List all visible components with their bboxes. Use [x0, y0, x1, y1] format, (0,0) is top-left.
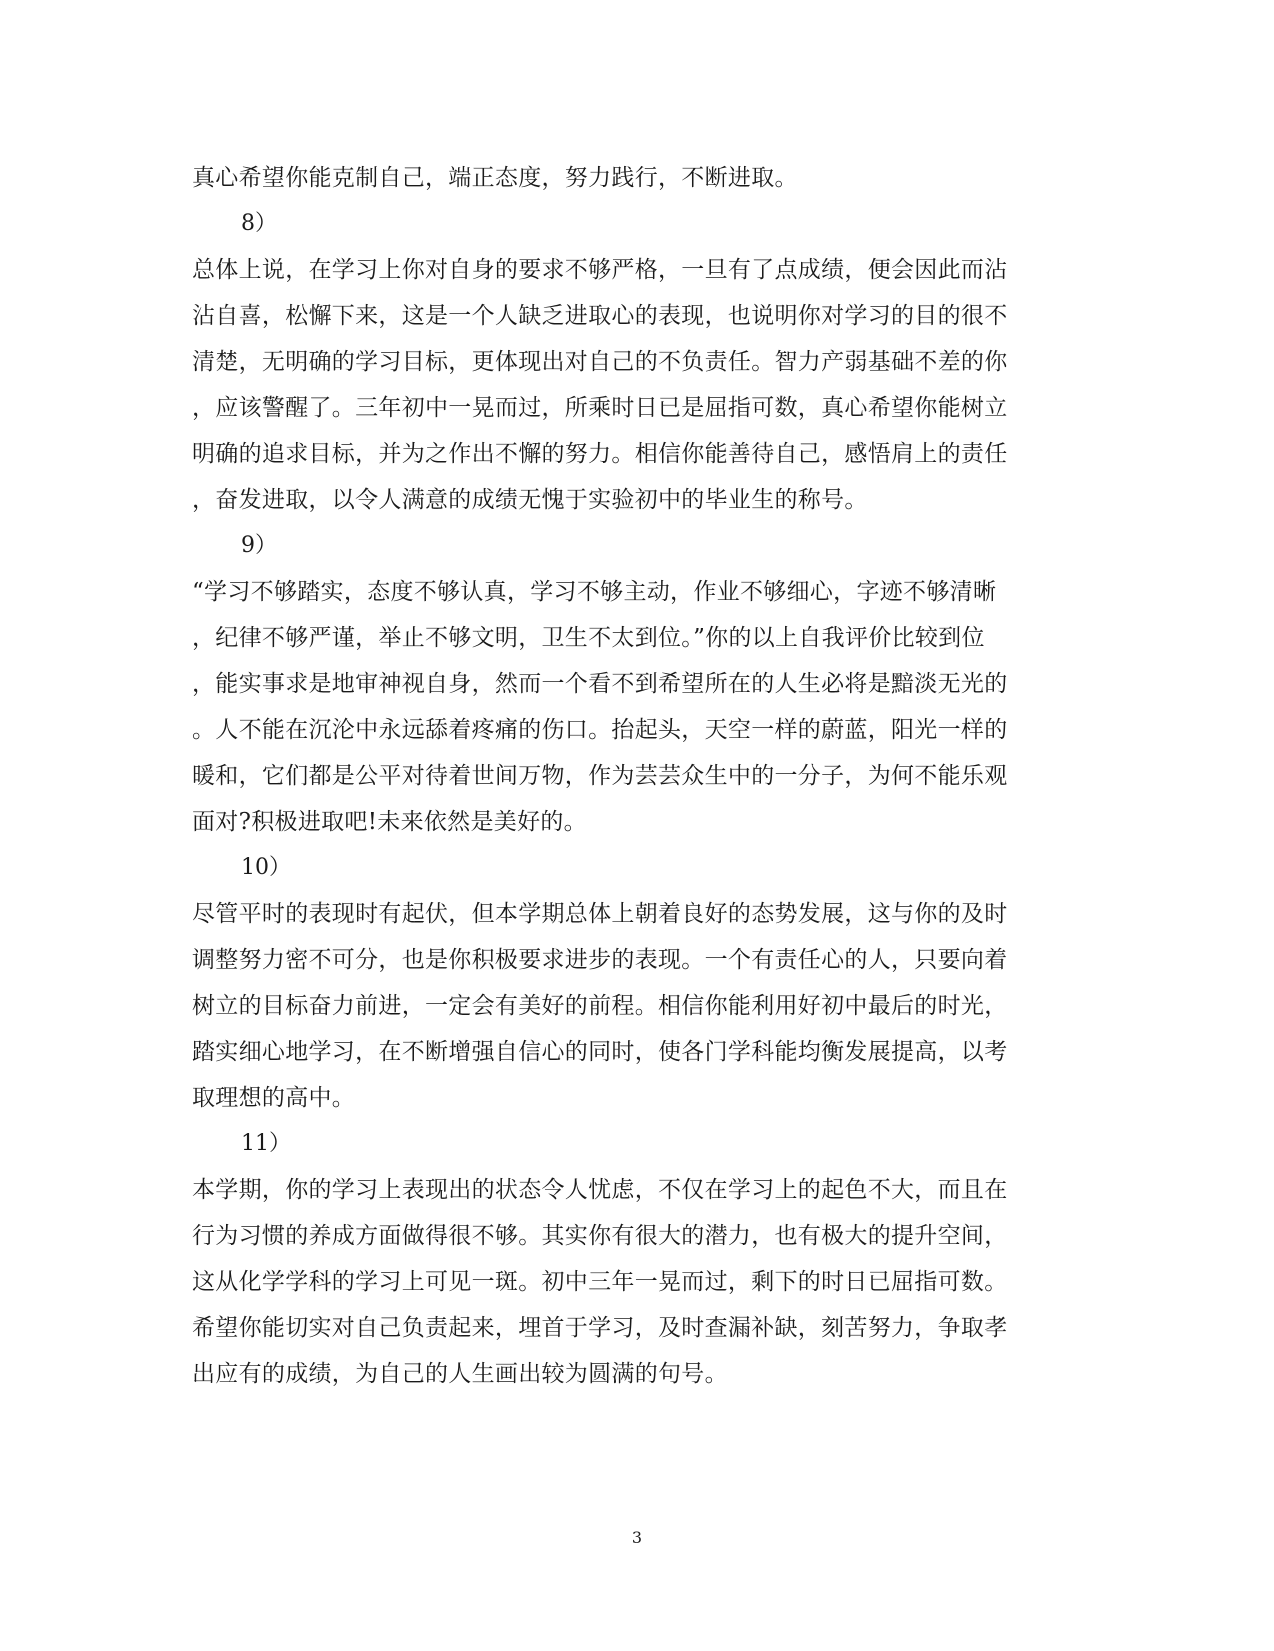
text-line: 行为习惯的养成方面做得很不够。其实你有很大的潜力，也有极大的提升空间，	[192, 1223, 1008, 1249]
text-line: 调整努力密不可分，也是你积极要求进步的表现。一个有责任心的人，只要向着	[192, 947, 1008, 973]
text-line: 出应有的成绩，为自己的人生画出较为圆满的句号。	[192, 1361, 728, 1387]
text-line: 树立的目标奋力前进，一定会有美好的前程。相信你能利用好初中最后的时光，	[192, 993, 1008, 1019]
text-line: 总体上说，在学习上你对自身的要求不够严格，一旦有了点成绩，便会因此而沾	[192, 257, 1008, 283]
text-line: 取理想的高中。	[192, 1085, 356, 1111]
text-line: 清楚，无明确的学习目标，更体现出对自己的不负责任。智力产弱基础不差的你	[192, 349, 1008, 375]
page-number: 3	[631, 1528, 643, 1547]
item-number: 9）	[241, 533, 277, 558]
text-line: 明确的追求目标，并为之作出不懈的努力。相信你能善待自己，感悟肩上的责任	[192, 441, 1008, 467]
item-number: 11）	[241, 1131, 291, 1156]
text-line: ，奋发进取，以令人满意的成绩无愧于实验初中的毕业生的称号。	[192, 487, 868, 513]
text-line: 真心希望你能克制自己，端正态度，努力践行，不断进取。	[192, 165, 798, 191]
text-line: 这从化学学科的学习上可见一斑。初中三年一晃而过，剩下的时日已屈指可数。	[192, 1269, 1008, 1295]
item-number: 10）	[241, 855, 291, 880]
text-line: 沾自喜，松懈下来，这是一个人缺乏进取心的表现，也说明你对学习的目的很不	[192, 303, 1008, 329]
text-line: ，纪律不够严谨，举止不够文明，卫生不太到位。”你的以上自我评价比较到位	[192, 625, 985, 651]
text-line: 希望你能切实对自己负责起来，埋首于学习，及时查漏补缺，刻苦努力，争取孝	[192, 1315, 1008, 1341]
text-line: ，应该警醒了。三年初中一晃而过，所乘时日已是屈指可数，真心希望你能树立	[192, 395, 1008, 421]
text-line: 暖和，它们都是公平对待着世间万物，作为芸芸众生中的一分子，为何不能乐观	[192, 763, 1008, 789]
text-line: 本学期，你的学习上表现出的状态令人忧虑，不仅在学习上的起色不大，而且在	[192, 1177, 1008, 1203]
text-line: “学习不够踏实，态度不够认真，学习不够主动，作业不够细心，字迹不够清晰	[192, 579, 997, 605]
text-line: ，能实事求是地审神视自身，然而一个看不到希望所在的人生必将是黯淡无光的	[192, 671, 1008, 697]
item-number: 8）	[241, 211, 277, 236]
text-line: 踏实细心地学习，在不断增强自信心的同时，使各门学科能均衡发展提高，以考	[192, 1039, 1008, 1065]
text-line: 尽管平时的表现时有起伏，但本学期总体上朝着良好的态势发展，这与你的及时	[192, 901, 1008, 927]
text-line: 面对?积极进取吧!未来依然是美好的。	[192, 809, 587, 835]
text-line: 。人不能在沉沦中永远舔着疼痛的伤口。抬起头，天空一样的蔚蓝，阳光一样的	[192, 717, 1008, 743]
